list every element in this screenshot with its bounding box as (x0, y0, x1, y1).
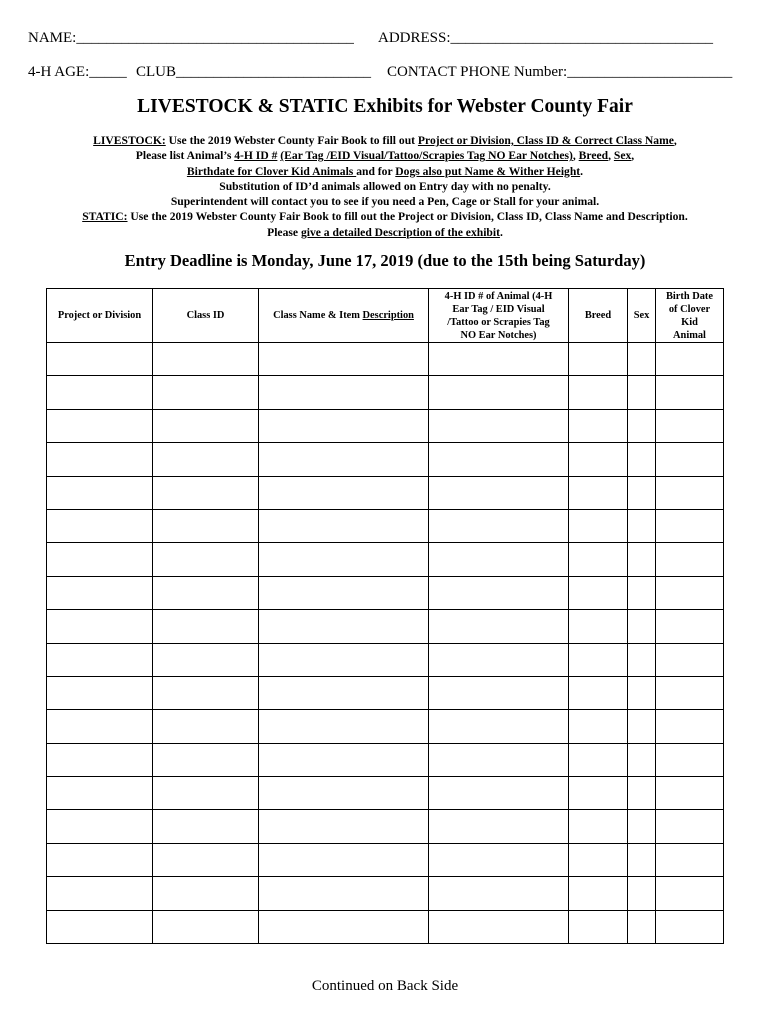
table-cell[interactable] (656, 676, 724, 709)
col-class-name: Class Name & Item Description (259, 289, 429, 343)
table-cell[interactable] (569, 777, 628, 810)
table-cell[interactable] (47, 877, 153, 910)
table-row (47, 443, 724, 476)
table-cell[interactable] (259, 643, 429, 676)
table-cell[interactable] (656, 509, 724, 542)
instruction-line-6: STATIC: Use the 2019 Webster County Fair Book to fill out the Project or Division, Class ID, Class Name and Description. (82, 210, 688, 224)
name-blank[interactable]: _____________________________________ (76, 30, 354, 46)
table-cell[interactable] (569, 676, 628, 709)
table-cell[interactable] (153, 910, 259, 943)
table-cell[interactable] (656, 409, 724, 442)
table-cell[interactable] (259, 810, 429, 843)
table-cell[interactable] (153, 743, 259, 776)
phone-field[interactable] (387, 64, 732, 81)
instructions (0, 133, 770, 240)
table-cell[interactable] (429, 376, 569, 409)
table-cell[interactable] (429, 910, 569, 943)
table-cell[interactable] (628, 877, 656, 910)
instruction-line-5: Superintendent will contact you to see if you need a Pen, Cage or Stall for your animal. (170, 195, 600, 209)
table-cell[interactable] (153, 877, 259, 910)
table-cell[interactable] (656, 777, 724, 810)
age-blank[interactable]: _____ (89, 64, 127, 80)
table-cell[interactable] (153, 610, 259, 643)
table-row (47, 643, 724, 676)
table-cell[interactable] (47, 777, 153, 810)
age-label: 4-H AGE: (28, 64, 90, 80)
table-cell[interactable] (153, 710, 259, 743)
table-cell[interactable] (656, 376, 724, 409)
instruction-line-4: Substitution of ID’d animals allowed on Entry day with no penalty. (219, 179, 551, 193)
table-cell[interactable] (47, 443, 153, 476)
table-cell[interactable] (569, 877, 628, 910)
page-title: LIVESTOCK & STATIC Exhibits for Webster County Fair (137, 96, 633, 117)
table-cell[interactable] (429, 409, 569, 442)
continued-note: Continued on Back Side (311, 978, 459, 994)
name-label: NAME: (28, 30, 77, 46)
table-row (47, 576, 724, 609)
table-cell[interactable] (47, 409, 153, 442)
col-project-division: Project or Division (47, 289, 153, 343)
table-header-row (47, 289, 724, 343)
table-cell[interactable] (628, 509, 656, 542)
table-cell[interactable] (259, 910, 429, 943)
table-row (47, 610, 724, 643)
table-cell[interactable] (569, 610, 628, 643)
name-field[interactable] (28, 30, 354, 47)
col-animal-id: 4-H ID # of Animal (4-H Ear Tag / EID Visual /Tattoo or Scrapies Tag NO Ear Notches) (429, 289, 569, 343)
table-cell[interactable] (153, 543, 259, 576)
table-cell[interactable] (153, 509, 259, 542)
table-cell[interactable] (628, 843, 656, 876)
table-cell[interactable] (628, 443, 656, 476)
table-cell[interactable] (153, 576, 259, 609)
table-cell[interactable] (569, 576, 628, 609)
table-row (47, 509, 724, 542)
table-row (47, 710, 724, 743)
table-cell[interactable] (628, 543, 656, 576)
table-cell[interactable] (569, 643, 628, 676)
table-cell[interactable] (153, 643, 259, 676)
table-cell[interactable] (429, 710, 569, 743)
address-field[interactable] (378, 30, 713, 47)
table-cell[interactable] (47, 476, 153, 509)
table-cell[interactable] (656, 643, 724, 676)
table-cell[interactable] (429, 676, 569, 709)
instruction-line-3: Birthdate for Clover Kid Animals and for Dogs also put Name & Wither Height. (186, 164, 584, 178)
table-cell[interactable] (656, 476, 724, 509)
table-cell[interactable] (656, 576, 724, 609)
table-cell[interactable] (429, 877, 569, 910)
table-cell[interactable] (429, 476, 569, 509)
table-cell[interactable] (628, 409, 656, 442)
table-cell[interactable] (153, 777, 259, 810)
table-cell[interactable] (429, 576, 569, 609)
table-cell[interactable] (259, 443, 429, 476)
club-blank[interactable]: __________________________ (176, 64, 372, 80)
table-cell[interactable] (569, 409, 628, 442)
table-cell[interactable] (429, 643, 569, 676)
table-cell[interactable] (569, 710, 628, 743)
table-cell[interactable] (259, 843, 429, 876)
table-cell[interactable] (153, 810, 259, 843)
col-class-id: Class ID (153, 289, 259, 343)
table-row (47, 777, 724, 810)
instruction-line-1: LIVESTOCK: Use the 2019 Webster County Fair Book to fill out Project or Division, Class ID & Correct Class Name, (93, 134, 677, 147)
table-cell[interactable] (569, 743, 628, 776)
table-cell[interactable] (656, 343, 724, 376)
table-cell[interactable] (429, 810, 569, 843)
table-cell[interactable] (429, 509, 569, 542)
table-cell[interactable] (47, 576, 153, 609)
col-sex: Sex (628, 289, 656, 343)
table-cell[interactable] (259, 476, 429, 509)
instruction-line-7: Please give a detailed Description of the exhibit. (267, 225, 503, 239)
table-cell[interactable] (153, 476, 259, 509)
table-cell[interactable] (656, 443, 724, 476)
table-row (47, 409, 724, 442)
table-cell[interactable] (569, 343, 628, 376)
table-row (47, 376, 724, 409)
table-cell[interactable] (656, 843, 724, 876)
phone-label: CONTACT PHONE Number: (387, 64, 568, 80)
table-cell[interactable] (47, 343, 153, 376)
table-cell[interactable] (259, 509, 429, 542)
table-cell[interactable] (569, 509, 628, 542)
table-cell[interactable] (656, 877, 724, 910)
address-label: ADDRESS: (378, 30, 451, 46)
table-cell[interactable] (47, 376, 153, 409)
table-cell[interactable] (153, 676, 259, 709)
table-cell[interactable] (47, 743, 153, 776)
table-cell[interactable] (47, 810, 153, 843)
table-cell[interactable] (628, 810, 656, 843)
table-cell[interactable] (47, 676, 153, 709)
table-row (47, 810, 724, 843)
table-cell[interactable] (47, 543, 153, 576)
table-cell[interactable] (259, 877, 429, 910)
table-cell[interactable] (259, 676, 429, 709)
table-cell[interactable] (47, 643, 153, 676)
instruction-line-2: Please list Animal’s 4-H ID # (Ear Tag /EID Visual/Tattoo/Scrapies Tag NO Ear Notches), Breed, Sex, (135, 149, 635, 163)
table-cell[interactable] (628, 610, 656, 643)
address-blank[interactable]: ___________________________________ (450, 30, 714, 46)
table-cell[interactable] (569, 376, 628, 409)
table-cell[interactable] (259, 777, 429, 810)
table-cell[interactable] (656, 810, 724, 843)
table-row (47, 843, 724, 876)
table-cell[interactable] (656, 610, 724, 643)
table-cell[interactable] (259, 710, 429, 743)
col-birth-date: Birth Date of Clover Kid Animal (656, 289, 724, 343)
table-cell[interactable] (153, 376, 259, 409)
table-row (47, 343, 724, 376)
table-cell[interactable] (569, 543, 628, 576)
table-cell[interactable] (429, 743, 569, 776)
table-cell[interactable] (47, 610, 153, 643)
table-row (47, 543, 724, 576)
table-cell[interactable] (628, 710, 656, 743)
table-cell[interactable] (259, 610, 429, 643)
table-cell[interactable] (47, 509, 153, 542)
table-cell[interactable] (656, 543, 724, 576)
table-cell[interactable] (569, 910, 628, 943)
table-cell[interactable] (569, 476, 628, 509)
table-cell[interactable] (259, 743, 429, 776)
table-cell[interactable] (153, 443, 259, 476)
table-cell[interactable] (47, 710, 153, 743)
table-cell[interactable] (569, 810, 628, 843)
table-cell[interactable] (429, 543, 569, 576)
table-cell[interactable] (259, 576, 429, 609)
table-cell[interactable] (259, 376, 429, 409)
entry-table (46, 288, 724, 944)
table-cell[interactable] (628, 910, 656, 943)
table-cell[interactable] (429, 343, 569, 376)
entry-deadline: Entry Deadline is Monday, June 17, 2019 (due to the 15th being Saturday) (124, 251, 646, 270)
table-cell[interactable] (47, 910, 153, 943)
col-breed: Breed (569, 289, 628, 343)
table-cell[interactable] (259, 543, 429, 576)
club-field[interactable] (136, 64, 371, 81)
table-cell[interactable] (656, 743, 724, 776)
table-cell[interactable] (656, 710, 724, 743)
table-row (47, 910, 724, 943)
table-cell[interactable] (153, 409, 259, 442)
table-cell[interactable] (628, 476, 656, 509)
table-cell[interactable] (628, 343, 656, 376)
table-cell[interactable] (656, 910, 724, 943)
table-cell[interactable] (259, 409, 429, 442)
table-cell[interactable] (628, 743, 656, 776)
table-cell[interactable] (429, 777, 569, 810)
table-cell[interactable] (628, 376, 656, 409)
table-cell[interactable] (628, 576, 656, 609)
phone-blank[interactable]: ______________________ (567, 64, 733, 80)
table-row (47, 676, 724, 709)
table-cell[interactable] (569, 843, 628, 876)
table-cell[interactable] (569, 443, 628, 476)
table-cell[interactable] (429, 610, 569, 643)
table-cell[interactable] (628, 676, 656, 709)
table-cell[interactable] (628, 777, 656, 810)
table-cell[interactable] (429, 843, 569, 876)
table-row (47, 743, 724, 776)
table-cell[interactable] (429, 443, 569, 476)
table-cell[interactable] (47, 843, 153, 876)
table-cell[interactable] (628, 643, 656, 676)
table-cell[interactable] (153, 343, 259, 376)
table-row (47, 877, 724, 910)
age-field[interactable] (28, 64, 127, 81)
club-label: CLUB (136, 64, 177, 80)
table-cell[interactable] (259, 343, 429, 376)
table-cell[interactable] (153, 843, 259, 876)
table-row (47, 476, 724, 509)
